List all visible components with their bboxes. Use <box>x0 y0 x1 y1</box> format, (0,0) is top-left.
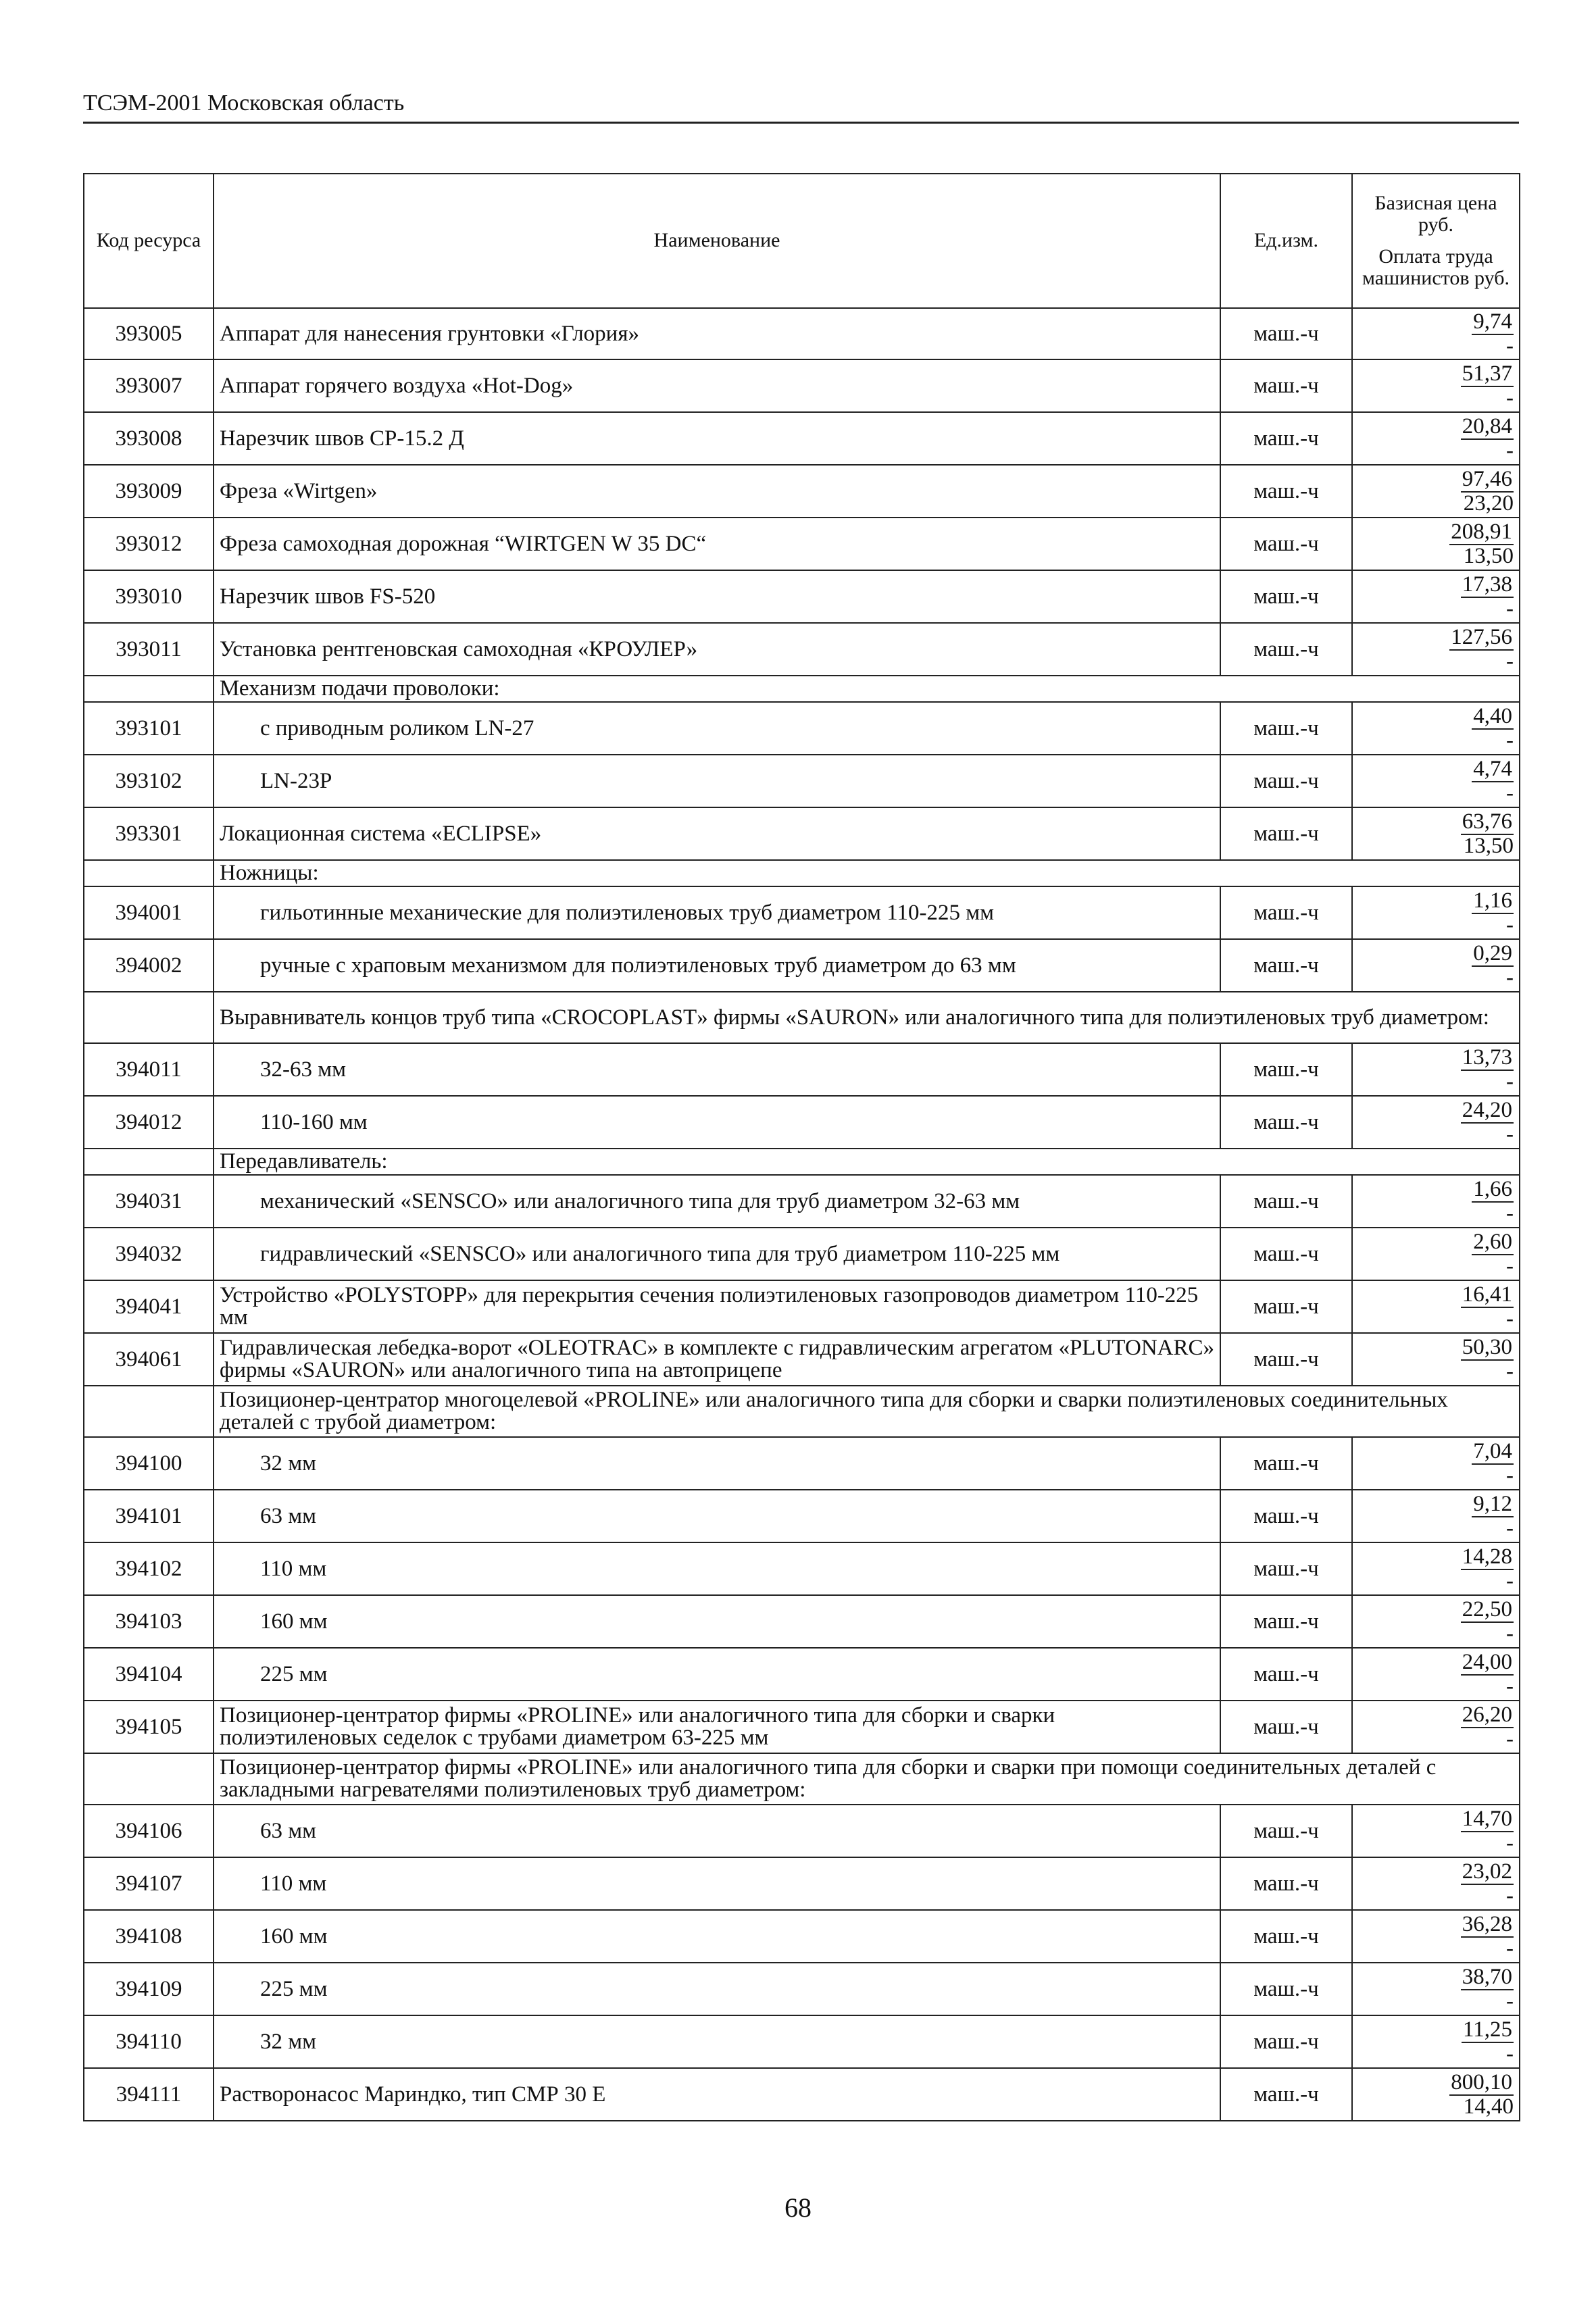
resource-name: 160 мм <box>214 1595 1220 1648</box>
resource-name: Устройство «POLYSTOPP» для перекрытия сечения полиэтиленовых газопроводов диаметром 110-225 мм <box>214 1280 1220 1333</box>
resource-name: Фреза «Wirtgen» <box>214 465 1220 518</box>
table-row <box>84 1542 1520 1595</box>
base-price: 2,60 <box>1473 1229 1512 1254</box>
resource-code: 394011 <box>84 1043 214 1096</box>
table-row <box>84 465 1520 518</box>
resource-unit: маш.-ч <box>1220 1542 1352 1595</box>
resource-name: 110 мм <box>214 1857 1220 1910</box>
resource-unit: маш.-ч <box>1220 755 1352 807</box>
table-row <box>84 1490 1520 1542</box>
col-header-labor-price: Оплата труда машинистов руб. <box>1362 245 1510 289</box>
resource-price <box>1352 1175 1520 1228</box>
resource-code: 394012 <box>84 1096 214 1149</box>
resource-unit: маш.-ч <box>1220 702 1352 755</box>
resource-code: 394032 <box>84 1228 214 1280</box>
resource-code: 394101 <box>84 1490 214 1542</box>
resource-unit: маш.-ч <box>1220 1280 1352 1333</box>
resource-price <box>1352 308 1520 359</box>
resource-price <box>1352 1096 1520 1149</box>
base-price: 50,30 <box>1462 1334 1512 1359</box>
labor-price: - <box>1506 1830 1514 1855</box>
resource-price <box>1352 1437 1520 1490</box>
resource-price <box>1352 465 1520 518</box>
resource-unit: маш.-ч <box>1220 308 1352 359</box>
document-header: ТСЭМ-2001 Московская область <box>83 91 405 116</box>
resource-name: гидравлический «SENSCO» или аналогичного типа для труб диаметром 110-225 мм <box>214 1228 1220 1280</box>
base-price: 24,00 <box>1462 1649 1512 1674</box>
resource-code: 393011 <box>84 623 214 676</box>
resource-code: 393009 <box>84 465 214 518</box>
resource-unit: маш.-ч <box>1220 886 1352 939</box>
resource-code: 393301 <box>84 807 214 860</box>
resource-price <box>1352 1228 1520 1280</box>
resource-code: 394108 <box>84 1910 214 1963</box>
resource-code: 394107 <box>84 1857 214 1910</box>
base-price: 11,25 <box>1462 2017 1512 2042</box>
table-row <box>84 1043 1520 1096</box>
resource-name: Аппарат для нанесения грунтовки «Глория» <box>214 308 1220 359</box>
table-row <box>84 807 1520 860</box>
table-row <box>84 308 1520 359</box>
resource-unit: маш.-ч <box>1220 2068 1352 2121</box>
resource-name: 110 мм <box>214 1542 1220 1595</box>
col-header-name: Наименование <box>214 174 1220 308</box>
labor-price: - <box>1506 728 1514 753</box>
resource-code: 394001 <box>84 886 214 939</box>
resource-code: 394105 <box>84 1701 214 1753</box>
resource-unit: маш.-ч <box>1220 1333 1352 1386</box>
resource-unit: маш.-ч <box>1220 1096 1352 1149</box>
base-price: 4,74 <box>1473 756 1512 781</box>
resource-unit: маш.-ч <box>1220 807 1352 860</box>
group-code-empty <box>84 676 214 702</box>
resource-name: Аппарат горячего воздуха «Hot-Dog» <box>214 359 1220 412</box>
group-code-empty <box>84 1753 214 1805</box>
table-row <box>84 1175 1520 1228</box>
resource-code: 394102 <box>84 1542 214 1595</box>
table-header-row <box>84 174 1520 308</box>
resource-price <box>1352 1648 1520 1701</box>
resource-code: 394110 <box>84 2015 214 2068</box>
base-price: 97,46 <box>1462 466 1512 491</box>
resource-unit: маш.-ч <box>1220 1437 1352 1490</box>
resource-price <box>1352 807 1520 860</box>
resource-code: 393102 <box>84 755 214 807</box>
resource-price <box>1352 1805 1520 1857</box>
resource-name: 32 мм <box>214 1437 1220 1490</box>
group-row <box>84 860 1520 886</box>
resource-table <box>83 173 1520 2121</box>
base-price: 22,50 <box>1462 1596 1512 1621</box>
base-price: 17,38 <box>1462 572 1512 597</box>
base-price: 0,29 <box>1473 940 1512 965</box>
resource-price <box>1352 1595 1520 1648</box>
resource-unit: маш.-ч <box>1220 518 1352 570</box>
resource-code: 394111 <box>84 2068 214 2121</box>
resource-name: 63 мм <box>214 1490 1220 1542</box>
resource-name: механический «SENSCO» или аналогичного типа для труб диаметром 32-63 мм <box>214 1175 1220 1228</box>
labor-price: - <box>1506 333 1514 358</box>
table-row <box>84 1857 1520 1910</box>
resource-name: Локационная система «ECLIPSE» <box>214 807 1220 860</box>
resource-price <box>1352 623 1520 676</box>
labor-price: - <box>1506 1201 1514 1226</box>
resource-name: LN-23P <box>214 755 1220 807</box>
labor-price: - <box>1506 385 1514 410</box>
group-code-empty <box>84 1149 214 1175</box>
table-row <box>84 1437 1520 1490</box>
resource-price <box>1352 1963 1520 2015</box>
table-row <box>84 1228 1520 1280</box>
labor-price: - <box>1506 596 1514 621</box>
base-price: 16,41 <box>1462 1282 1512 1307</box>
group-row <box>84 992 1520 1043</box>
labor-price: - <box>1506 1883 1514 1908</box>
base-price: 14,70 <box>1462 1806 1512 1831</box>
resource-unit: маш.-ч <box>1220 1805 1352 1857</box>
resource-code: 394031 <box>84 1175 214 1228</box>
table-row <box>84 412 1520 465</box>
labor-price: - <box>1506 1253 1514 1278</box>
resource-price <box>1352 570 1520 623</box>
labor-price: - <box>1506 649 1514 674</box>
resource-unit: маш.-ч <box>1220 1701 1352 1753</box>
resource-price <box>1352 1043 1520 1096</box>
table-row <box>84 1910 1520 1963</box>
base-price: 9,74 <box>1473 309 1512 334</box>
resource-price <box>1352 2015 1520 2068</box>
resource-name: 160 мм <box>214 1910 1220 1963</box>
labor-price: 23,20 <box>1463 491 1514 515</box>
labor-price: - <box>1506 1515 1514 1540</box>
resource-price <box>1352 1333 1520 1386</box>
table-row <box>84 755 1520 807</box>
resource-code: 393007 <box>84 359 214 412</box>
resource-code: 394002 <box>84 939 214 992</box>
resource-name: 225 мм <box>214 1963 1220 2015</box>
table-row <box>84 1333 1520 1386</box>
group-row <box>84 1386 1520 1437</box>
col-header-base-price: Базисная цена руб. <box>1374 191 1497 236</box>
resource-code: 394106 <box>84 1805 214 1857</box>
resource-price <box>1352 359 1520 412</box>
resource-price <box>1352 518 1520 570</box>
resource-name: ручные с храповым механизмом для полиэтиленовых труб диаметром до 63 мм <box>214 939 1220 992</box>
base-price: 4,40 <box>1473 703 1512 728</box>
table-row <box>84 886 1520 939</box>
group-title: Позиционер-центратор многоцелевой «PROLINE» или аналогичного типа для сборки и сварки полиэтиленовых соединительных деталей с трубой диаметром: <box>214 1386 1520 1437</box>
group-title: Позиционер-центратор фирмы «PROLINE» или аналогичного типа для сборки и сварки при помощи соединительных деталей с закладными нагревателями полиэтиленовых труб диаметром: <box>214 1753 1520 1805</box>
base-price: 51,37 <box>1462 361 1512 386</box>
resource-code: 393010 <box>84 570 214 623</box>
labor-price: - <box>1506 1069 1514 1094</box>
group-row <box>84 676 1520 702</box>
base-price: 38,70 <box>1462 1964 1512 1989</box>
base-price: 1,16 <box>1473 888 1512 913</box>
group-code-empty <box>84 992 214 1043</box>
resource-code: 394103 <box>84 1595 214 1648</box>
resource-name: Нарезчик швов CP-15.2 Д <box>214 412 1220 465</box>
resource-unit: маш.-ч <box>1220 1175 1352 1228</box>
base-price: 13,73 <box>1462 1045 1512 1070</box>
table-row <box>84 1096 1520 1149</box>
resource-price <box>1352 702 1520 755</box>
resource-price <box>1352 939 1520 992</box>
resource-unit: маш.-ч <box>1220 1228 1352 1280</box>
col-header-price <box>1352 174 1520 308</box>
labor-price: - <box>1506 1359 1514 1384</box>
base-price: 24,20 <box>1462 1097 1512 1122</box>
labor-price: - <box>1506 1621 1514 1646</box>
resource-name: Фреза самоходная дорожная “WIRTGEN W 35 DC“ <box>214 518 1220 570</box>
resource-price <box>1352 1542 1520 1595</box>
resource-code: 393012 <box>84 518 214 570</box>
resource-price <box>1352 1701 1520 1753</box>
base-price: 36,28 <box>1462 1911 1512 1936</box>
labor-price: - <box>1506 1306 1514 1331</box>
base-price: 9,12 <box>1473 1491 1512 1516</box>
resource-code: 394109 <box>84 1963 214 2015</box>
table-row <box>84 1648 1520 1701</box>
table-row <box>84 1280 1520 1333</box>
labor-price: - <box>1506 912 1514 937</box>
resource-code: 394100 <box>84 1437 214 1490</box>
base-price: 1,66 <box>1473 1176 1512 1201</box>
resource-code: 393008 <box>84 412 214 465</box>
base-price: 20,84 <box>1462 413 1512 438</box>
labor-price: 13,50 <box>1463 833 1514 858</box>
labor-price: - <box>1506 438 1514 463</box>
resource-name: гильотинные механические для полиэтиленовых труб диаметром 110-225 мм <box>214 886 1220 939</box>
labor-price: - <box>1506 1988 1514 2013</box>
labor-price: 13,50 <box>1463 543 1514 568</box>
resource-price <box>1352 1490 1520 1542</box>
table-row <box>84 570 1520 623</box>
resource-unit: маш.-ч <box>1220 1595 1352 1648</box>
base-price: 23,02 <box>1462 1859 1512 1884</box>
labor-price: - <box>1506 1936 1514 1961</box>
resource-code: 394061 <box>84 1333 214 1386</box>
labor-price: 14,40 <box>1463 2094 1514 2119</box>
resource-name: 63 мм <box>214 1805 1220 1857</box>
resource-price <box>1352 886 1520 939</box>
group-row <box>84 1149 1520 1175</box>
resource-name: Растворонасос Мариндко, тип СМР 30 Е <box>214 2068 1220 2121</box>
resource-name: Установка рентгеновская самоходная «КРОУЛЕР» <box>214 623 1220 676</box>
labor-price: - <box>1506 1463 1514 1488</box>
resource-unit: маш.-ч <box>1220 1648 1352 1701</box>
table-row <box>84 1963 1520 2015</box>
resource-unit: маш.-ч <box>1220 465 1352 518</box>
resource-price <box>1352 755 1520 807</box>
resource-name: Нарезчик швов FS-520 <box>214 570 1220 623</box>
group-code-empty <box>84 1386 214 1437</box>
resource-name: с приводным роликом LN-27 <box>214 702 1220 755</box>
resource-price <box>1352 2068 1520 2121</box>
resource-name: 225 мм <box>214 1648 1220 1701</box>
header-divider <box>83 122 1519 124</box>
labor-price: - <box>1506 2041 1514 2066</box>
resource-name: Гидравлическая лебедка-ворот «OLEOTRAC» в комплекте с гидравлическим агрегатом «PLUTONARC» фирмы «SAURON» или аналогичного типа на автоприцепе <box>214 1333 1220 1386</box>
resource-unit: маш.-ч <box>1220 359 1352 412</box>
resource-name: 32 мм <box>214 2015 1220 2068</box>
resource-unit: маш.-ч <box>1220 623 1352 676</box>
base-price: 127,56 <box>1451 624 1512 649</box>
base-price: 208,91 <box>1451 519 1512 544</box>
base-price: 63,76 <box>1462 809 1512 834</box>
base-price: 26,20 <box>1462 1702 1512 1727</box>
resource-price <box>1352 412 1520 465</box>
resource-name: Позиционер-центратор фирмы «PROLINE» или аналогичного типа для сборки и сварки полиэтиленовых седелок с трубами диаметром 63-225 мм <box>214 1701 1220 1753</box>
group-row <box>84 1753 1520 1805</box>
table-row <box>84 359 1520 412</box>
base-price: 14,28 <box>1462 1544 1512 1569</box>
resource-code: 394104 <box>84 1648 214 1701</box>
resource-unit: маш.-ч <box>1220 1857 1352 1910</box>
resource-price <box>1352 1857 1520 1910</box>
table-row <box>84 1595 1520 1648</box>
resource-unit: маш.-ч <box>1220 1490 1352 1542</box>
labor-price: - <box>1506 780 1514 805</box>
resource-code: 393101 <box>84 702 214 755</box>
table-row <box>84 939 1520 992</box>
page-number: 68 <box>784 2192 812 2223</box>
table-row <box>84 1701 1520 1753</box>
table-row <box>84 702 1520 755</box>
resource-price <box>1352 1910 1520 1963</box>
group-title: Передавливатель: <box>214 1149 1520 1175</box>
resource-unit: маш.-ч <box>1220 1043 1352 1096</box>
table-row <box>84 2015 1520 2068</box>
base-price: 7,04 <box>1473 1438 1512 1463</box>
resource-unit: маш.-ч <box>1220 1963 1352 2015</box>
resource-unit: маш.-ч <box>1220 2015 1352 2068</box>
resource-unit: маш.-ч <box>1220 939 1352 992</box>
group-title: Ножницы: <box>214 860 1520 886</box>
labor-price: - <box>1506 1674 1514 1699</box>
resource-unit: маш.-ч <box>1220 570 1352 623</box>
table-row <box>84 2068 1520 2121</box>
labor-price: - <box>1506 965 1514 990</box>
labor-price: - <box>1506 1568 1514 1593</box>
table-row <box>84 623 1520 676</box>
table-row <box>84 1805 1520 1857</box>
col-header-code: Код ресурса <box>84 174 214 308</box>
group-title: Выравниватель концов труб типа «CROCOPLAST» фирмы «SAURON» или аналогичного типа для полиэтиленовых труб диаметром: <box>214 992 1520 1043</box>
group-code-empty <box>84 860 214 886</box>
resource-unit: маш.-ч <box>1220 1910 1352 1963</box>
col-header-unit: Ед.изм. <box>1220 174 1352 308</box>
labor-price: - <box>1506 1122 1514 1147</box>
table-row <box>84 518 1520 570</box>
resource-code: 393005 <box>84 308 214 359</box>
resource-name: 110-160 мм <box>214 1096 1220 1149</box>
resource-code: 394041 <box>84 1280 214 1333</box>
base-price: 800,10 <box>1451 2069 1512 2094</box>
group-title: Механизм подачи проволоки: <box>214 676 1520 702</box>
resource-price <box>1352 1280 1520 1333</box>
resource-unit: маш.-ч <box>1220 412 1352 465</box>
labor-price: - <box>1506 1726 1514 1751</box>
resource-name: 32-63 мм <box>214 1043 1220 1096</box>
